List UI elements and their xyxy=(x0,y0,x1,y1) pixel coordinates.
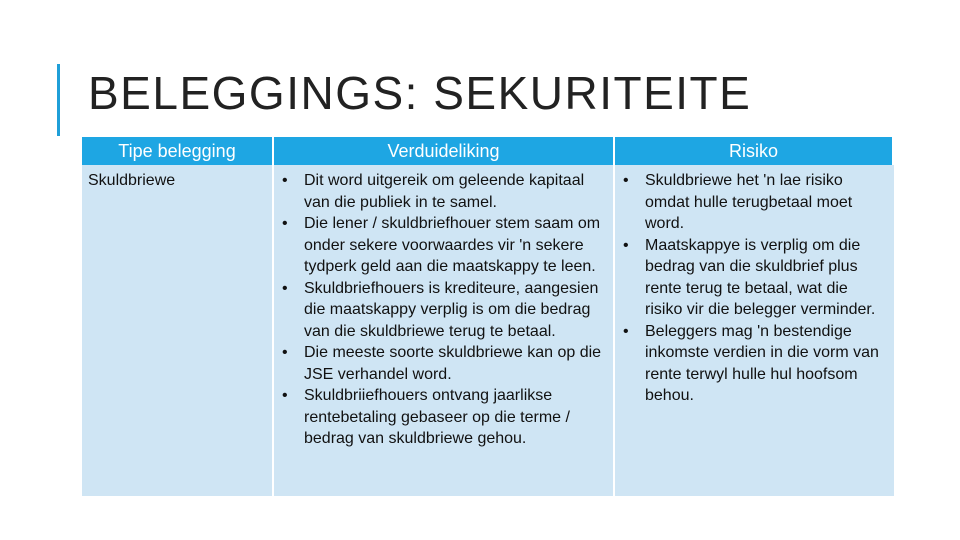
explanation-list xyxy=(274,170,613,450)
explanation-item: • Die lener / skuldbriefhouer stem saam om onder sekere voorwaardes vir 'n sekere tydperk geld aan die maatskappy te leen. xyxy=(274,213,613,278)
cell-type: Skuldbriewe xyxy=(82,165,274,496)
explanation-item: • Die meeste soorte skuldbriewe kan op die JSE verhandel word. xyxy=(274,342,613,385)
cell-risk xyxy=(615,165,894,496)
header-type: Tipe belegging xyxy=(82,137,274,165)
explanation-item: • Skuldbriefhouers is krediteure, aangesien die maatskappy verplig is om die bedrag van die skuldbriewe terug te betaal. xyxy=(274,278,613,343)
risk-list xyxy=(615,170,894,407)
header-risk: Risiko xyxy=(615,137,894,165)
risk-item: • Maatskappye is verplig om die bedrag van die skuldbrief plus rente terug te betaal, wat die risiko vir die belegger verminder. xyxy=(615,235,894,321)
risk-item: • Skuldbriewe het 'n lae risiko omdat hulle terugbetaal moet word. xyxy=(615,170,894,235)
cell-explanation xyxy=(274,165,615,496)
explanation-item: • Dit word uitgereik om geleende kapitaal van die publiek in te samel. xyxy=(274,170,613,213)
title-accent-bar xyxy=(57,64,60,136)
slide-title: BELEGGINGS: SEKURITEITE xyxy=(88,67,752,119)
header-explanation: Verduideliking xyxy=(274,137,615,165)
securities-table xyxy=(82,137,894,496)
risk-item: • Beleggers mag 'n bestendige inkomste verdien in die vorm van rente terwyl hulle hul hoofsom behou. xyxy=(615,321,894,407)
explanation-item: • Skuldbriiefhouers ontvang jaarlikse rentebetaling gebaseer op die terme / bedrag van skuldbriewe gehou. xyxy=(274,385,613,450)
